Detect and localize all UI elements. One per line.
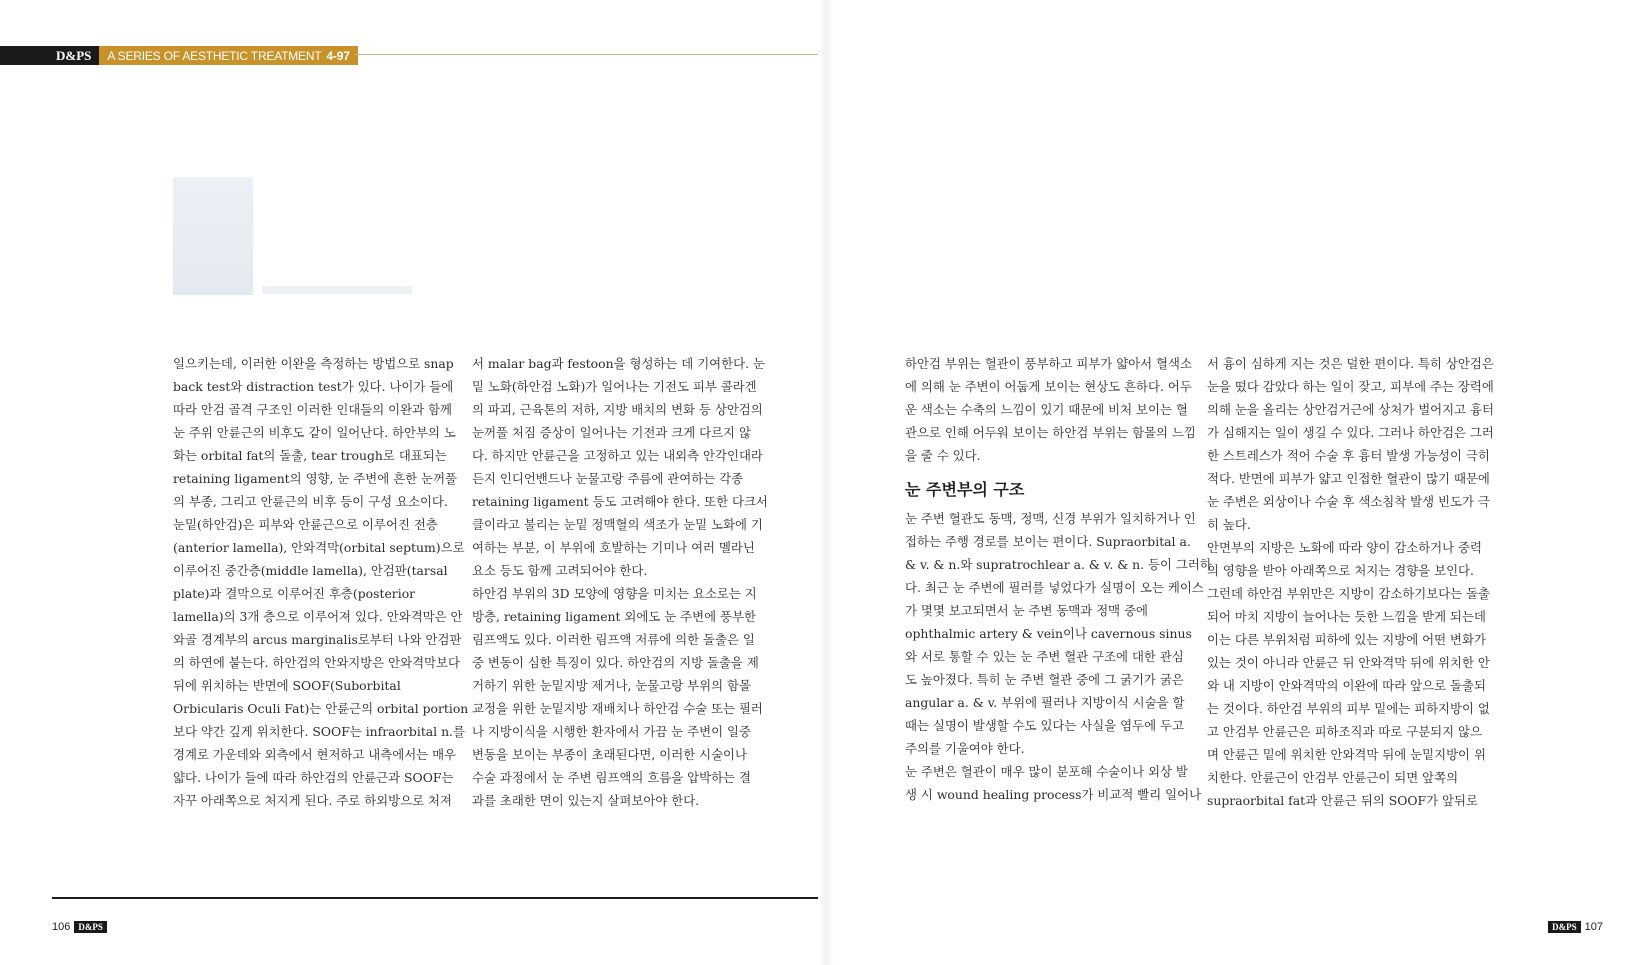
text-line: 도 높아졌다. 특히 눈 주변 혈관 중에 그 굵기가 굵은 bbox=[905, 672, 1184, 687]
text-line: 눈 주변은 외상이나 수술 후 색소침착 발생 빈도가 극 bbox=[1207, 494, 1490, 509]
text-line: 생 시 wound healing process가 비교적 빨리 일어나 bbox=[905, 787, 1202, 802]
text-line: 와 내 지방이 안와격막의 이완에 따라 앞으로 돌출되 bbox=[1207, 678, 1486, 693]
text-line: 과를 초래한 면이 있는지 살펴보아야 한다. bbox=[472, 793, 700, 808]
page-number: 107 bbox=[1584, 921, 1603, 933]
text-line: plate)과 결막으로 이루어진 후층(posterior bbox=[173, 586, 416, 601]
text-line: 눈밑(하안검)은 피부와 안륜근으로 이루어진 전층 bbox=[173, 517, 438, 532]
text-column-3 bbox=[905, 352, 1212, 806]
text-line: angular a. & v. 부위에 필러나 지방이식 시술을 할 bbox=[905, 695, 1185, 710]
text-line: 접하는 주행 경로를 보이는 편이다. Supraorbital a. bbox=[905, 534, 1191, 549]
page-number: 106 bbox=[52, 921, 71, 933]
text-line: 한 스트레스가 적어 수술 후 흉터 발생 가능성이 극히 bbox=[1207, 448, 1490, 463]
text-line: retaining ligament 등도 고려해야 한다. 또한 다크서 bbox=[472, 494, 768, 509]
text-line: ophthalmic artery & vein이나 cavernous sinus bbox=[905, 626, 1192, 641]
text-line: lamella)의 3개 층으로 이루어져 있다. 안와격막은 안 bbox=[173, 609, 463, 624]
text-line: 눈 주변은 혈관이 매우 많이 분포해 수술이나 외상 발 bbox=[905, 764, 1188, 779]
text-line: 뒤에 위치하는 반면에 SOOF(Suborbital bbox=[173, 678, 401, 693]
text-line: 눈꺼풀 처짐 증상이 일어나는 기전과 크게 다르지 않 bbox=[472, 425, 751, 440]
text-line: 림프액도 있다. 이러한 림프액 저류에 의한 돌출은 일 bbox=[472, 632, 755, 647]
text-line: 며 안륜근 밑에 위치한 안와격막 뒤에 눈밑지방이 위 bbox=[1207, 747, 1486, 762]
series-label bbox=[99, 46, 357, 65]
text-column-2 bbox=[472, 352, 768, 812]
text-line: 보다 약간 깊게 위치한다. SOOF는 infraorbital n.를 bbox=[173, 724, 465, 739]
text-line: 의 파괴, 근육톤의 저하, 지방 배치의 변화 등 상안검의 bbox=[472, 402, 763, 417]
author-photo bbox=[173, 177, 253, 295]
text-column-1 bbox=[173, 352, 468, 812]
author-caption-faded bbox=[262, 286, 412, 294]
text-line: 에 의해 눈 주변이 어둡게 보이는 현상도 흔하다. 어두 bbox=[905, 379, 1192, 394]
page-folio-left bbox=[52, 921, 111, 933]
text-line: (anterior lamella), 안와격막(orbital septum)으로 bbox=[173, 540, 465, 555]
series-title: A SERIES OF AESTHETIC TREATMENT bbox=[107, 48, 322, 63]
series-number: 4-97 bbox=[326, 48, 350, 63]
text-line: 나 지방이식을 시행한 환자에서 가끔 눈 주변이 일중 bbox=[472, 724, 751, 739]
right-page bbox=[825, 0, 1650, 965]
text-line: 눈을 떴다 감았다 하는 일이 잦고, 피부에 주는 장력에 bbox=[1207, 379, 1494, 394]
text-line: 화는 orbital fat의 돌출, tear trough로 대표되는 bbox=[173, 448, 447, 463]
series-header bbox=[0, 46, 358, 65]
text-line: 이는 다른 부위처럼 피하에 있는 지방에 어떤 변화가 bbox=[1207, 632, 1486, 647]
text-line: 서 malar bag과 festoon을 형성하는 데 기여한다. 눈 bbox=[472, 356, 765, 371]
text-line: 변동을 보이는 부종이 초래된다면, 이러한 시술이나 bbox=[472, 747, 747, 762]
text-line: retaining ligament의 영향, 눈 주변에 흔한 눈꺼풀 bbox=[173, 471, 457, 486]
page-folio-right bbox=[1544, 921, 1603, 933]
text-line: 관으로 인해 어두워 보이는 하안검 부위는 함몰의 느낌 bbox=[905, 425, 1196, 440]
text-line: 와 서로 통할 수 있는 눈 주변 혈관 구조에 대한 관심 bbox=[905, 649, 1184, 664]
text-line: 가 몇몇 보고되면서 눈 주변 동맥과 정맥 중에 bbox=[905, 603, 1149, 618]
text-line: 운 색소는 수축의 느낌이 있기 때문에 비처 보이는 혈 bbox=[905, 402, 1188, 417]
text-line: 교정을 위한 눈밑지방 재배치나 하안검 수술 또는 필러 bbox=[472, 701, 763, 716]
text-line: 클이라고 불리는 눈밑 정맥혈의 색조가 눈밑 노화에 기 bbox=[472, 517, 763, 532]
text-line: 다. 최근 눈 주변에 필러를 넣었다가 실명이 오는 케이스 bbox=[905, 580, 1204, 595]
text-line: supraorbital fat과 안륜근 뒤의 SOOF가 앞뒤로 bbox=[1207, 793, 1478, 808]
text-line: 주의를 기울여야 한다. bbox=[905, 741, 1025, 756]
text-line: 적다. 반면에 피부가 얇고 인접한 혈관이 많기 때문에 bbox=[1207, 471, 1490, 486]
footer-logo: D&PS bbox=[1548, 921, 1581, 933]
text-line: 얇다. 나이가 들에 따라 하안검의 안륜근과 SOOF는 bbox=[173, 770, 454, 785]
text-line: 여하는 부분, 이 부위에 호발하는 기미나 여러 멜라닌 bbox=[472, 540, 755, 555]
text-column-4 bbox=[1207, 352, 1494, 812]
footer-logo: D&PS bbox=[74, 921, 107, 933]
text-line: 거하기 위한 눈밑지방 제거나, 눈물고랑 부위의 함몰 bbox=[472, 678, 751, 693]
text-line: 이루어진 중간층(middle lamella), 안검판(tarsal bbox=[173, 563, 448, 578]
text-line: 히 높다. bbox=[1207, 517, 1251, 532]
text-line: 하안검 부위는 혈관이 풍부하고 피부가 얇아서 혈색소 bbox=[905, 356, 1192, 371]
text-line: 하안검 부위의 3D 모양에 영향을 미치는 요소로는 지 bbox=[472, 586, 757, 601]
text-line: 때는 실명이 발생할 수도 있다는 사실을 염두에 두고 bbox=[905, 718, 1184, 733]
text-line: 는 것이다. 하안검 부위의 피부 밑에는 피하지방이 없 bbox=[1207, 701, 1490, 716]
text-line: 방층, retaining ligament 외에도 눈 주변에 풍부한 bbox=[472, 609, 756, 624]
text-line: 자꾸 아래쪽으로 처지게 된다. 주로 하외방으로 처져 bbox=[173, 793, 452, 808]
text-line: Orbicularis Oculi Fat)는 안륜근의 orbital portion bbox=[173, 701, 469, 716]
text-line: 든지 인디언밴드나 눈물고랑 주름에 관여하는 각종 bbox=[472, 471, 744, 486]
header-rule bbox=[355, 54, 818, 55]
text-line: 의해 눈을 올리는 상안검거근에 상처가 벌어지고 흉터 bbox=[1207, 402, 1494, 417]
text-line: 일으키는데, 이러한 이완을 측정하는 방법으로 snap bbox=[173, 356, 454, 371]
text-line: 그런데 하안검 부위만은 지방이 감소하기보다는 돌출 bbox=[1207, 586, 1491, 601]
text-line: & v. & n.와 supratrochlear a. & v. & n. 등이 그러하 bbox=[905, 557, 1212, 572]
text-line: 되어 마치 지방이 늘어나는 듯한 느낌을 받게 되는데 bbox=[1207, 609, 1486, 624]
text-line: 의 부종, 그리고 안륜근의 비후 등이 구성 요소이다. bbox=[173, 494, 448, 509]
footer-rule bbox=[52, 897, 818, 899]
text-line: 치한다. 안륜근이 안검부 안륜근이 되면 앞쪽의 bbox=[1207, 770, 1459, 785]
text-line: 눈 주변 혈관도 동맥, 정맥, 신경 부위가 일치하거나 인 bbox=[905, 511, 1196, 526]
text-line: 고 안검부 안륜근은 피하조직과 따로 구분되지 않으 bbox=[1207, 724, 1482, 739]
text-line: 의 영향을 받아 아래쪽으로 처지는 경향을 보인다. bbox=[1207, 563, 1474, 578]
text-line: 눈 주위 안륜근의 비후도 같이 일어난다. 하안부의 노 bbox=[173, 425, 456, 440]
text-line: 중 변동이 심한 특징이 있다. 하안검의 지방 돌출을 제 bbox=[472, 655, 759, 670]
text-line: 수술 과정에서 눈 주변 림프액의 흐름을 압박하는 결 bbox=[472, 770, 751, 785]
text-line: 따라 안검 골격 구조인 이러한 인대들의 이완과 함께 bbox=[173, 402, 452, 417]
text-line: 안면부의 지방은 노화에 따라 양이 감소하거나 중력 bbox=[1207, 540, 1482, 555]
text-line: 요소 등도 함께 고려되어야 한다. bbox=[472, 563, 648, 578]
text-line: back test와 distraction test가 있다. 나이가 들에 bbox=[173, 379, 454, 394]
text-line: 서 흉이 심하게 지는 것은 덜한 편이다. 특히 상안검은 bbox=[1207, 356, 1494, 371]
text-line: 경계로 가운데와 외측에서 현저하고 내측에서는 매우 bbox=[173, 747, 457, 762]
section-title: 눈 주변부의 구조 bbox=[905, 480, 1025, 499]
text-line: 의 하연에 붙는다. 하안검의 안와지방은 안와격막보다 bbox=[173, 655, 460, 670]
text-line: 밑 노화(하안검 노화)가 일어나는 기전도 피부 콜라겐 bbox=[472, 379, 757, 394]
brand-logo: D&PS bbox=[0, 46, 99, 65]
text-line: 있는 것이 아니라 안륜근 뒤 안와격막 뒤에 위치한 안 bbox=[1207, 655, 1490, 670]
text-line: 와골 경계부의 arcus marginalis로부터 나와 안검판 bbox=[173, 632, 462, 647]
author-caption bbox=[262, 284, 422, 296]
text-line: 다. 하지만 안륜근을 고정하고 있는 내외측 안각인대라 bbox=[472, 448, 763, 463]
text-line: 을 줄 수 있다. bbox=[905, 448, 981, 463]
text-line: 가 심해지는 일이 생길 수 있다. 그러나 하안검은 그러 bbox=[1207, 425, 1494, 440]
